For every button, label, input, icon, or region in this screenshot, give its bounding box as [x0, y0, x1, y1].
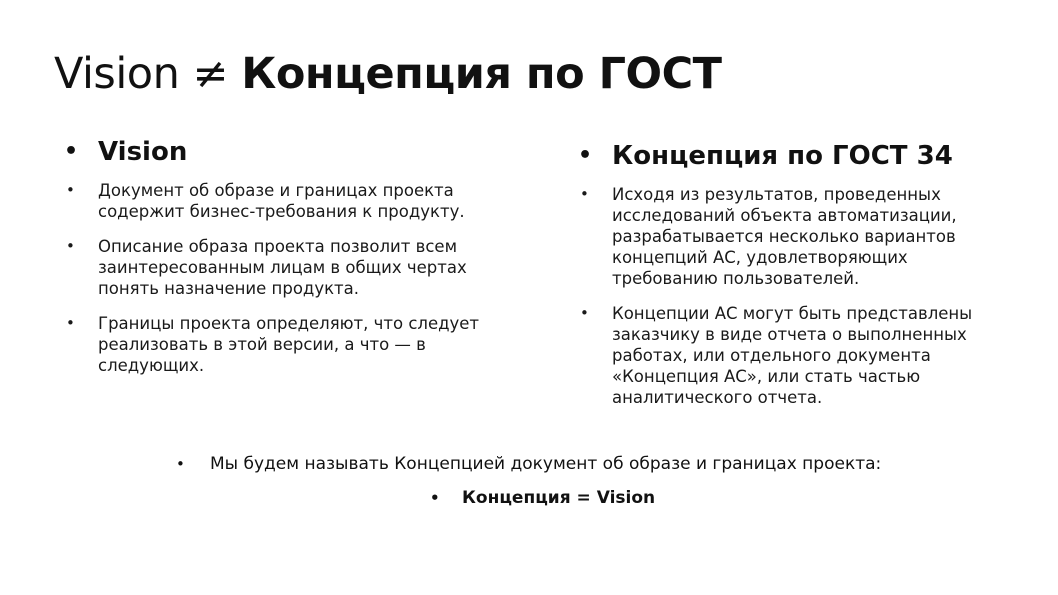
- right-column-item-1: • Исходя из результатов, проведенных исследований объекта автоматизации, разрабатывается несколько вариантов концепций АС, удовлетворяющих требованию пользователей.: [574, 184, 1014, 289]
- left-column: [60, 134, 500, 390]
- title-regular: Vision ≠: [54, 49, 242, 99]
- left-column-item-1: • Документ об образе и границах проекта содержит бизнес-требования к продукту.: [60, 180, 500, 222]
- slide-title: [54, 46, 722, 102]
- left-column-item-2: • Описание образа проекта позволит всем заинтересованным лицам в общих чертах понять назначение продукта.: [60, 236, 500, 299]
- right-column-list: [574, 138, 1014, 408]
- right-column: [574, 138, 1014, 422]
- left-column-heading: • Vision: [60, 134, 500, 170]
- left-column-item-3: • Границы проекта определяют, что следует реализовать в этой версии, а что — в следующих.: [60, 313, 500, 376]
- right-column-item-2: • Концепции АС могут быть представлены заказчику в виде отчета о выполненных работах, или отдельного документа «Концепция АС», или стать частью аналитического отчета.: [574, 303, 1014, 408]
- right-column-heading: • Концепция по ГОСТ 34: [574, 138, 1014, 174]
- bottom-statement: • Мы будем называть Концепцией документ об образе и границах проекта:: [176, 452, 881, 476]
- left-column-list: [60, 134, 500, 376]
- equation-statement: • Концепция = Vision: [430, 486, 655, 510]
- title-bold: Концепция по ГОСТ: [241, 49, 722, 99]
